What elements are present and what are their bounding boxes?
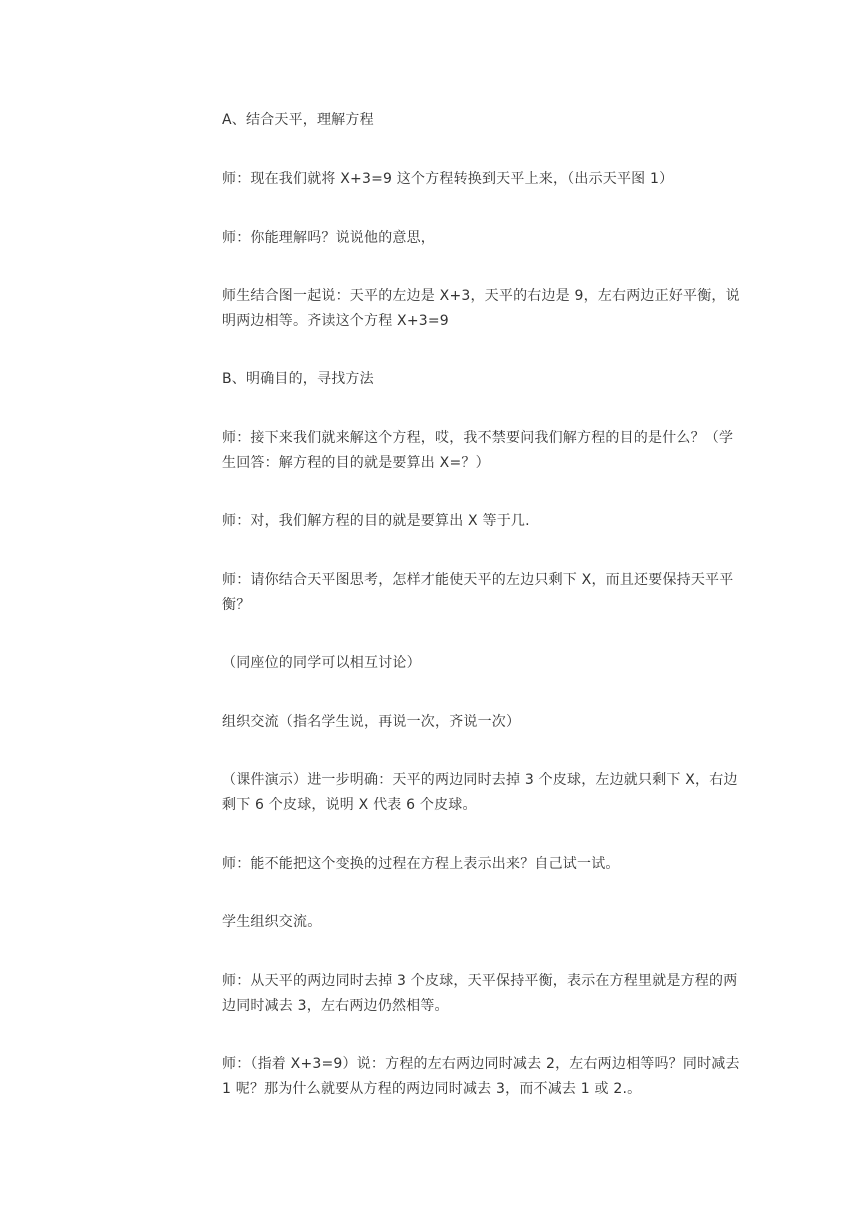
paragraph: 师：你能理解吗？说说他的意思， — [222, 230, 435, 246]
section-heading-a: A、结合天平，理解方程 — [222, 112, 374, 128]
paragraph: 师：请你结合天平图思考，怎样才能使天平的左边只剩下 X，而且还要保持天平平衡？ — [222, 572, 734, 613]
paragraph: 组织交流（指名学生说，再说一次，齐说一次） — [222, 714, 521, 730]
paragraph: （同座位的同学可以相互讨论） — [222, 655, 421, 671]
paragraph: 师：从天平的两边同时去掉 3 个皮球，天平保持平衡，表示在方程里就是方程的两边同时减去 3，左右两边仍然相等。 — [222, 973, 738, 1014]
paragraph: 师生结合图一起说：天平的左边是 X+3，天平的右边是 9，左右两边正好平衡，说明两边相等。齐读这个方程 X+3=9 — [222, 288, 740, 329]
paragraph: （课件演示）进一步明确：天平的两边同时去掉 3 个皮球，左边就只剩下 X，右边剩下 6 个皮球，说明 X 代表 6 个皮球。 — [222, 772, 738, 813]
section-heading-b: B、明确目的，寻找方法 — [222, 371, 374, 387]
paragraph: 师：对，我们解方程的目的就是要算出 X 等于几. — [222, 513, 530, 529]
paragraph: 师：（指着 X+3=9）说：方程的左右两边同时减去 2，左右两边相等吗？同时减去 1 呢？那为什么就要从方程的两边同时减去 3，而不减去 1 或 2.。 — [222, 1056, 740, 1097]
paragraph: 师：接下来我们就来解这个方程，哎，我不禁要问我们解方程的目的是什么？（学生回答：解方程的目的就是要算出 X=？） — [222, 430, 734, 471]
paragraph: 师：能不能把这个变换的过程在方程上表示出来？自己试一试。 — [222, 856, 620, 872]
paragraph: 师：现在我们就将 X+3=9 这个方程转换到天平上来，（出示天平图 1） — [222, 171, 674, 187]
paragraph: 学生组织交流。 — [222, 914, 322, 930]
